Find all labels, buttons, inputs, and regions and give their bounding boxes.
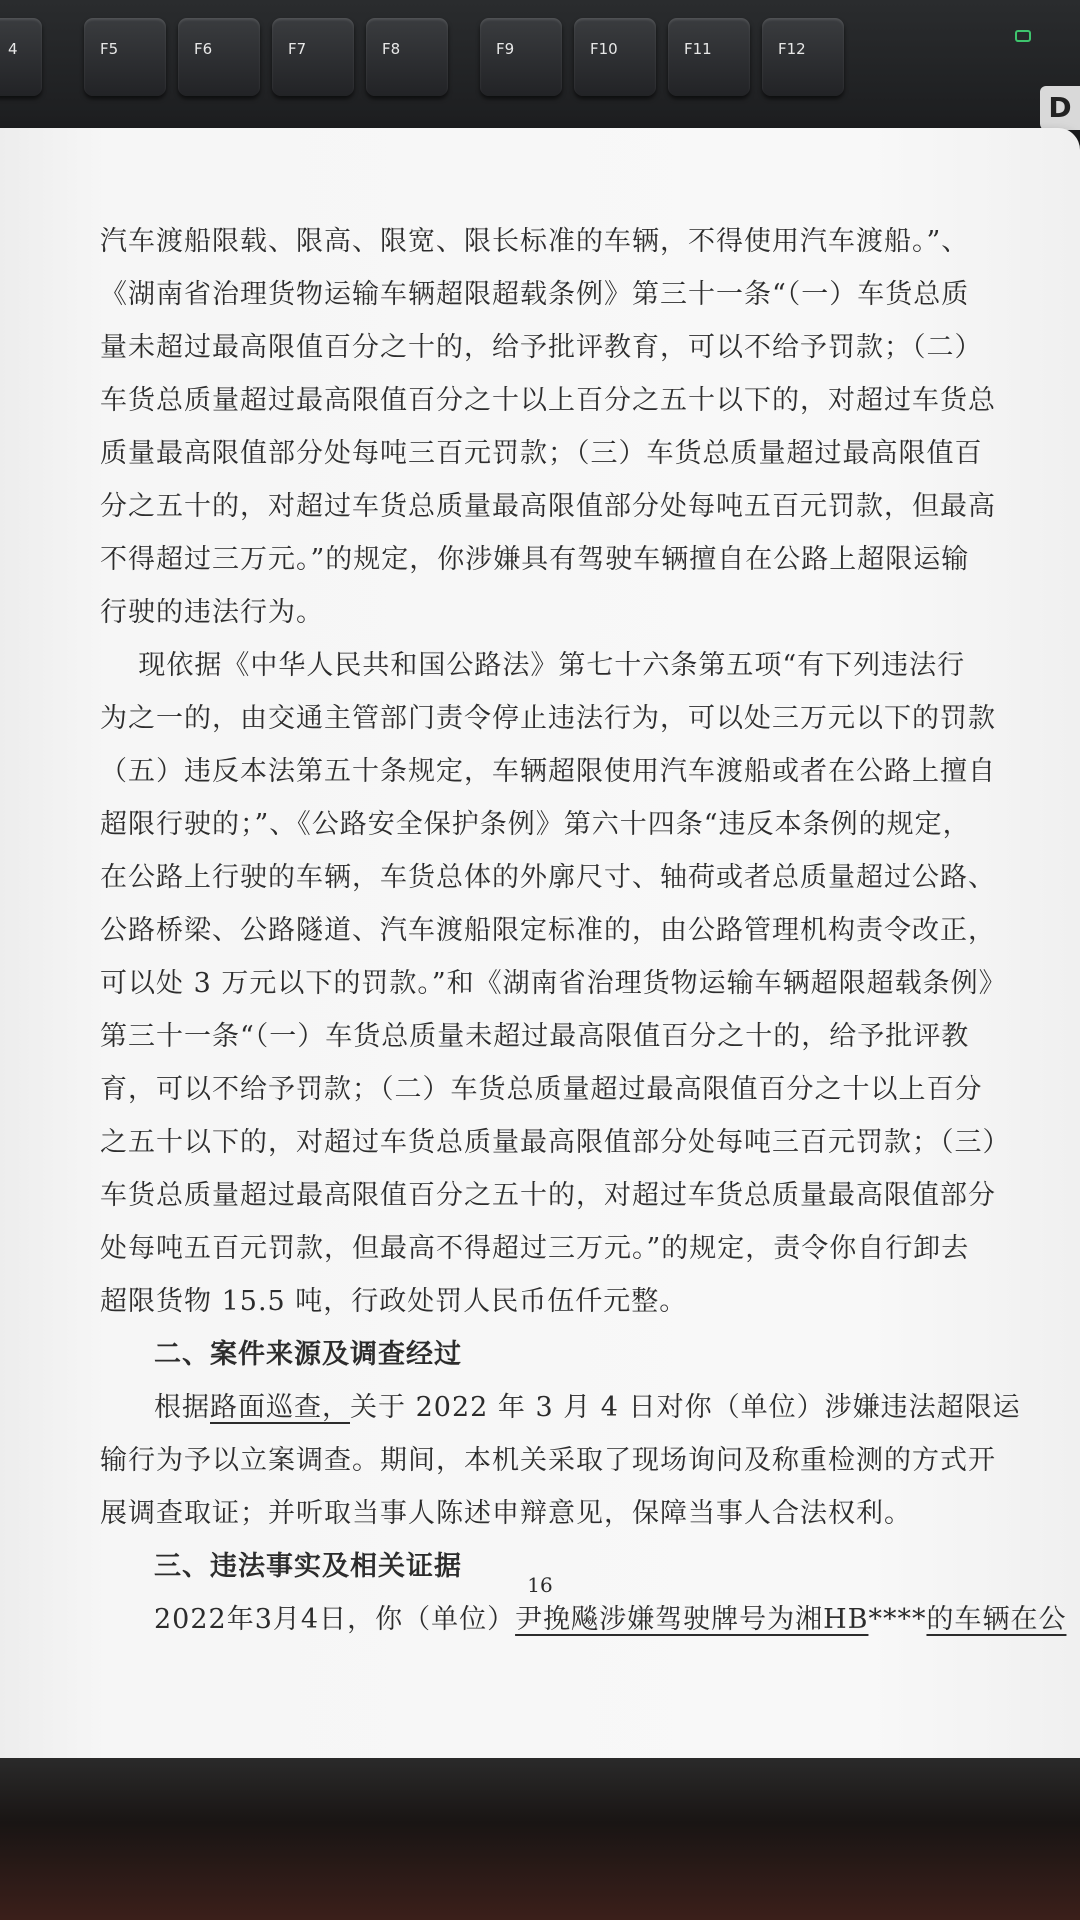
case-source-filled: 路面巡查，	[210, 1392, 350, 1423]
section-heading-facts: 三、违法事实及相关证据	[154, 1551, 462, 1582]
para-case-source-line3: 展调查取证；并听取当事人陈述申辩意见，保障当事人合法权利。	[100, 1498, 912, 1529]
body-line: 育，可以不给予罚款；（二）车货总质量超过最高限值百分之十以上百分	[100, 1074, 983, 1105]
body-line: 行驶的违法行为。	[100, 597, 324, 628]
body-line: 《湖南省治理货物运输车辆超限超载条例》第三十一条“（一）车货总质	[100, 279, 970, 310]
corner-key: D	[1040, 86, 1080, 130]
body-line: 超限行驶的；”、《公路安全保护条例》第六十四条“违反本条例的规定，	[100, 809, 971, 840]
key-f10: F10	[574, 18, 656, 96]
section-heading-case-source: 二、案件来源及调查经过	[154, 1339, 462, 1370]
body-line: （五）违反本法第五十条规定，车辆超限使用汽车渡船或者在公路上擅自	[100, 756, 996, 787]
document-body	[100, 215, 1067, 1646]
page-number: 16	[527, 1573, 553, 1597]
key-f8: F8	[366, 18, 448, 96]
para-facts-line1	[100, 1593, 1067, 1646]
keyboard-strip	[0, 0, 1080, 140]
facts-date: 2022年3月4日，你（单位）	[154, 1604, 516, 1635]
body-line: 质量最高限值部分处每吨三百元罚款；（三）车货总质量超过最高限值百	[100, 438, 983, 469]
plate-mask: ****	[868, 1604, 927, 1635]
body-line: 汽车渡船限载、限高、限宽、限长标准的车辆，不得使用汽车渡船。”、	[100, 226, 970, 257]
body-line: 车货总质量超过最高限值百分之十以上百分之五十以下的，对超过车货总	[100, 385, 996, 416]
body-line: 为之一的，由交通主管部门责令停止违法行为，可以处三万元以下的罚款	[100, 703, 996, 734]
para-rest: 关于 2022 年 3 月 4 日对你（单位）涉嫌违法超限运	[350, 1392, 1021, 1423]
body-line: 量未超过最高限值百分之十的，给予批评教育，可以不给予罚款；（二）	[100, 332, 983, 363]
facts-tail-filled: 的车辆在公	[926, 1604, 1067, 1635]
body-line: 超限货物 15.5 吨，行政处罚人民币伍仟元整。	[100, 1286, 688, 1317]
desk-surface	[0, 1758, 1080, 1920]
body-line: 公路桥梁、公路隧道、汽车渡船限定标准的，由公路管理机构责令改正，	[100, 915, 996, 946]
key-f9: F9	[480, 18, 562, 96]
body-line: 分之五十的，对超过车货总质量最高限值部分处每吨五百元罚款，但最高	[100, 491, 996, 522]
facts-party-filled: 尹挽飚涉嫌驾驶牌号为湘HB	[515, 1604, 869, 1635]
key-f5: F5	[84, 18, 166, 96]
key-f6: F6	[178, 18, 260, 96]
lock-led-icon	[1015, 30, 1031, 42]
key-f7: F7	[272, 18, 354, 96]
body-line: 车货总质量超过最高限值百分之五十的，对超过车货总质量最高限值部分	[100, 1180, 996, 1211]
key-f12: F12	[762, 18, 844, 96]
body-line: 在公路上行驶的车辆，车货总体的外廓尺寸、轴荷或者总质量超过公路、	[100, 862, 996, 893]
para-case-source-line2: 输行为予以立案调查。期间，本机关采取了现场询问及称重检测的方式开	[100, 1445, 996, 1476]
para-case-source-line1	[100, 1381, 1040, 1434]
body-line: 现依据《中华人民共和国公路法》第七十六条第五项“有下列违法行	[100, 650, 966, 681]
body-line: 之五十以下的，对超过车货总质量最高限值部分处每吨三百元罚款；（三）	[100, 1127, 1011, 1158]
body-line: 第三十一条“（一）车货总质量未超过最高限值百分之十的，给予批评教	[100, 1021, 970, 1052]
key-f11: F11	[668, 18, 750, 96]
para-prefix: 根据	[154, 1392, 210, 1423]
key-4: 4	[0, 18, 42, 96]
body-line: 处每吨五百元罚款，但最高不得超过三万元。”的规定，责令你自行卸去	[100, 1233, 970, 1264]
body-line: 可以处 3 万元以下的罚款。”和《湖南省治理货物运输车辆超限超载条例》	[100, 968, 1007, 999]
body-line: 不得超过三万元。”的规定，你涉嫌具有驾驶车辆擅自在公路上超限运输	[100, 544, 970, 575]
